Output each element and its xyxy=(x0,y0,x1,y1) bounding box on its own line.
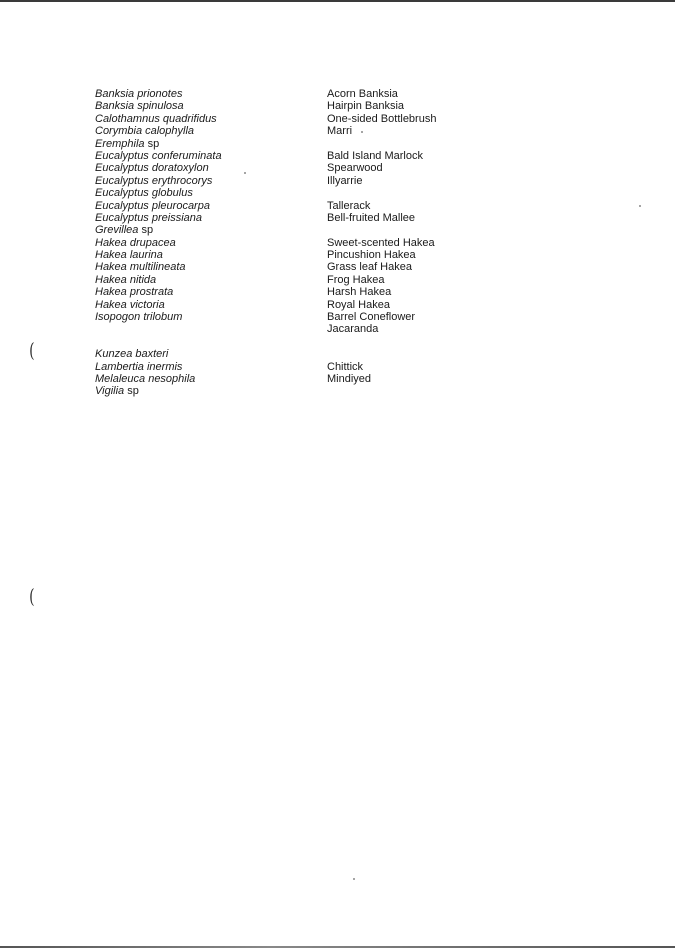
plant-row xyxy=(95,212,222,224)
plant-row xyxy=(95,175,222,187)
plant-row xyxy=(95,150,222,162)
punch-hole-mark: ( xyxy=(29,338,35,362)
common-names-column xyxy=(327,88,436,398)
scientific-name: Hakea nitida xyxy=(95,273,157,286)
scientific-name: Eucalyptus erythrocorys xyxy=(95,174,213,187)
scan-speck xyxy=(244,172,246,174)
scientific-name: Eucalyptus preissiana xyxy=(95,211,203,224)
scientific-name: Kunzea baxteri xyxy=(95,348,169,361)
plant-row xyxy=(95,348,222,360)
common-name xyxy=(327,187,436,199)
scientific-name: Isopogon trilobum xyxy=(95,311,183,324)
scientific-name: Eremphila xyxy=(95,137,145,150)
plant-row xyxy=(95,286,222,298)
scientific-name: Banksia spinulosa xyxy=(95,100,184,113)
scientific-name: Corymbia calophylla xyxy=(95,125,195,138)
plant-row xyxy=(95,162,222,174)
common-name: Mindiyed xyxy=(327,372,372,385)
plant-row xyxy=(95,385,222,397)
scan-edge-top xyxy=(0,0,675,2)
common-name: Illyarrie xyxy=(327,174,363,187)
common-name: Sweet-scented Hakea xyxy=(327,236,435,249)
scientific-name: Banksia prionotes xyxy=(95,88,183,100)
species-qualifier: sp xyxy=(124,385,139,398)
plant-row xyxy=(95,187,222,199)
common-name xyxy=(327,385,436,397)
common-name: Bell-fruited Mallee xyxy=(327,211,416,224)
scientific-name: Vigilia xyxy=(95,385,125,398)
plant-row xyxy=(95,274,222,286)
common-name: Spearwood xyxy=(327,162,383,175)
common-name: Hairpin Banksia xyxy=(327,100,405,113)
scientific-name: Hakea laurina xyxy=(95,249,163,262)
plant-row xyxy=(95,361,222,373)
common-name: Acorn Banksia xyxy=(327,88,398,100)
plant-row xyxy=(95,311,222,323)
scientific-name: Hakea drupacea xyxy=(95,236,176,249)
plant-row xyxy=(95,237,222,249)
scan-edge-bottom xyxy=(0,946,675,948)
common-name: Frog Hakea xyxy=(327,273,385,286)
common-name: Grass leaf Hakea xyxy=(327,261,412,274)
plant-row xyxy=(95,88,222,100)
common-name: Jacaranda xyxy=(327,323,379,336)
plant-row xyxy=(95,125,222,137)
plant-row xyxy=(95,200,222,212)
scientific-name: Hakea multilineata xyxy=(95,261,186,274)
common-name: Royal Hakea xyxy=(327,298,390,311)
scientific-name: Grevillea xyxy=(95,224,139,237)
common-name: Marri xyxy=(327,125,353,138)
scan-speck xyxy=(353,878,355,880)
scientific-name: Eucalyptus doratoxylon xyxy=(95,162,209,175)
scientific-name: Eucalyptus pleurocarpa xyxy=(95,199,210,212)
plant-row xyxy=(95,323,222,335)
group-spacer xyxy=(327,336,436,348)
common-name: Pincushion Hakea xyxy=(327,249,416,262)
common-name: Chittick xyxy=(327,360,364,373)
common-name xyxy=(327,224,436,236)
plant-row xyxy=(95,261,222,273)
plant-row xyxy=(95,373,222,385)
common-name xyxy=(327,138,436,150)
common-name xyxy=(327,348,436,360)
scientific-name: Eucalyptus conferuminata xyxy=(95,149,222,162)
plant-row xyxy=(95,299,222,311)
scientific-name: Hakea victoria xyxy=(95,298,165,311)
common-name: Bald Island Marlock xyxy=(327,149,423,162)
species-qualifier: sp xyxy=(138,224,154,237)
common-name: One-sided Bottlebrush xyxy=(327,112,437,125)
species-qualifier: sp xyxy=(144,137,160,150)
scientific-name: Eucalyptus globulus xyxy=(95,187,193,200)
scientific-names-column xyxy=(95,88,222,398)
scientific-name: Lambertia inermis xyxy=(95,360,183,373)
common-name: Barrel Coneflower xyxy=(327,311,416,324)
punch-hole-mark: ( xyxy=(29,584,35,608)
plant-row xyxy=(95,138,222,150)
plant-row xyxy=(95,113,222,125)
scientific-name: Melaleuca nesophila xyxy=(95,372,196,385)
plant-row xyxy=(95,100,222,112)
common-name: Tallerack xyxy=(327,199,371,212)
scan-speck xyxy=(361,131,363,133)
scan-speck xyxy=(639,205,641,207)
common-name: Harsh Hakea xyxy=(327,286,392,299)
scientific-name: Calothamnus quadrifidus xyxy=(95,112,217,125)
group-spacer xyxy=(95,336,222,348)
scientific-name: Hakea prostrata xyxy=(95,286,174,299)
plant-row xyxy=(95,249,222,261)
plant-row xyxy=(95,224,222,236)
